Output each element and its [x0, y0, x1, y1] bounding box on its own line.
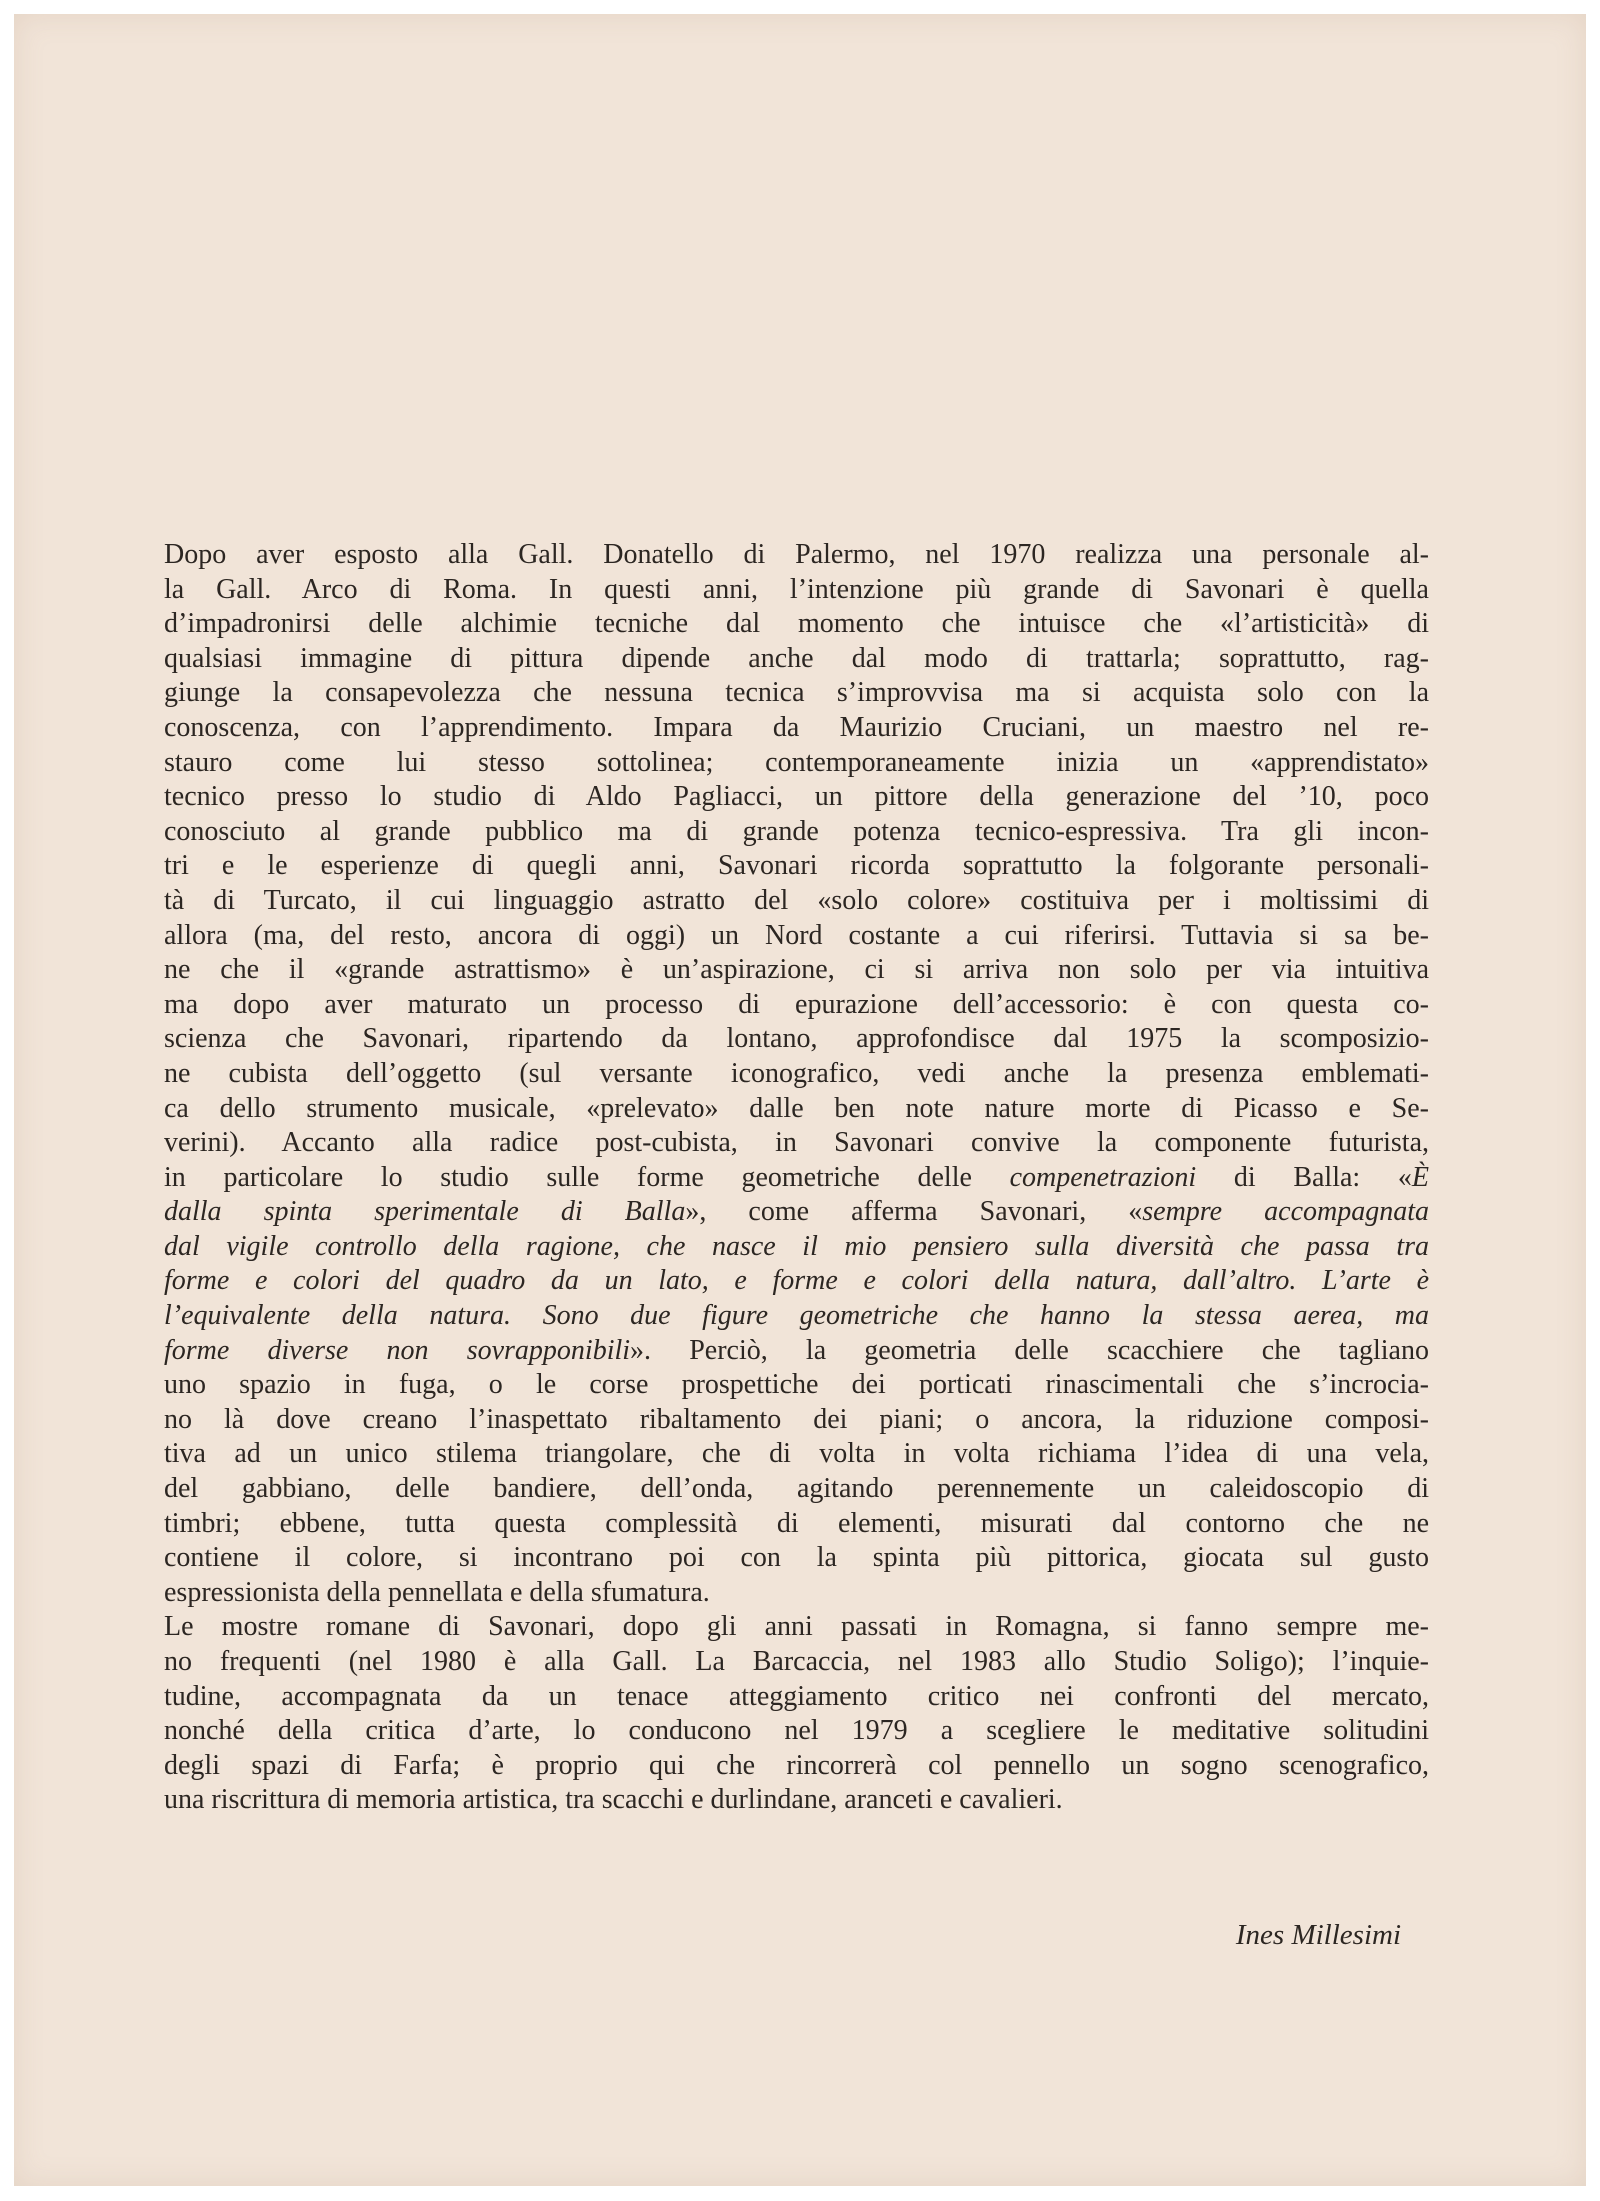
text-line [164, 1610, 1429, 1645]
paragraph [164, 1610, 1429, 1818]
text-line [164, 815, 1429, 850]
text-run: ne cubista dell’oggetto (sul versante iconografico, vedi anche la presenza emblemati- [164, 1057, 1429, 1089]
page-sheet [14, 14, 1586, 2186]
text-line [164, 1403, 1429, 1438]
text-run: verini). Accanto alla radice post-cubista, in Savonari convive la componente futurista, [164, 1127, 1429, 1159]
text-run: allora (ma, del resto, ancora di oggi) un Nord costante a cui riferirsi. Tuttavia si sa be- [164, 919, 1429, 951]
text-line [164, 1334, 1429, 1369]
text-run: tudine, accompagnata da un tenace atteggiamento critico nei confronti del mercato, [164, 1680, 1429, 1712]
text-line [164, 780, 1429, 815]
text-run: d’impadronirsi delle alchimie tecniche dal momento che intuisce che «l’artisticità» di [164, 608, 1429, 640]
text-run: Le mostre romane di Savonari, dopo gli anni passati in Romagna, si fanno sempre me- [164, 1611, 1429, 1643]
italic-text: compenetrazioni [1009, 1161, 1197, 1193]
text-line [164, 1092, 1429, 1127]
text-run: del gabbiano, delle bandiere, dell’onda, agitando perennemente un caleidoscopio di [164, 1473, 1429, 1505]
text-line [164, 1749, 1429, 1784]
text-run: la Gall. Arco di Roma. In questi anni, l’intenzione più grande di Savonari è quella [164, 573, 1429, 605]
text-run: uno spazio in fuga, o le corse prospettiche dei porticati rinascimentali che s’incrocia- [164, 1369, 1429, 1401]
italic-text: dalla spinta sperimentale di Balla [164, 1196, 686, 1228]
text-line [164, 919, 1429, 954]
text-line [164, 1195, 1429, 1230]
text-run: nonché della critica d’arte, lo conducono nel 1979 a scegliere le meditative solitudini [164, 1715, 1429, 1747]
text-run: scienza che Savonari, ripartendo da lontano, approfondisce dal 1975 la scomposizio- [164, 1023, 1429, 1055]
text-line [164, 1368, 1429, 1403]
text-run: contiene il colore, si incontrano poi con la spinta più pittorica, giocata sul gusto [164, 1542, 1429, 1574]
text-line [164, 1472, 1429, 1507]
text-run: in particolare lo studio sulle forme geometriche delle [164, 1161, 1010, 1193]
text-line [164, 1680, 1429, 1715]
italic-text: forme e colori del quadro da un lato, e forme e colori della natura, dall’altro. L’arte è [164, 1265, 1429, 1297]
text-run: tecnico presso lo studio di Aldo Pagliacci, un pittore della generazione del ’10, poco [164, 781, 1429, 813]
paragraph [164, 538, 1429, 1610]
text-run: ma dopo aver maturato un processo di epurazione dell’accessorio: è con questa co- [164, 988, 1429, 1020]
text-run: espressionista della pennellata e della sfumatura. [164, 1576, 710, 1608]
text-run: tiva ad un unico stilema triangolare, che di volta in volta richiama l’idea di una vela, [164, 1438, 1429, 1470]
text-line [164, 988, 1429, 1023]
text-line [164, 1299, 1429, 1334]
text-run: conoscenza, con l’apprendimento. Impara da Maurizio Cruciani, un maestro nel re- [164, 711, 1429, 743]
text-run: conosciuto al grande pubblico ma di grande potenza tecnico-espressiva. Tra gli incon- [164, 815, 1429, 847]
text-line [164, 953, 1429, 988]
text-line [164, 1230, 1429, 1265]
text-line [164, 1437, 1429, 1472]
text-line [164, 746, 1429, 781]
text-line [164, 1126, 1429, 1161]
text-line [164, 1541, 1429, 1576]
text-run: una riscrittura di memoria artistica, tra scacchi e durlindane, aranceti e cavalieri. [164, 1784, 1063, 1816]
text-line [164, 607, 1429, 642]
text-run: degli spazi di Farfa; è proprio qui che rincorrerà col pennello un sogno scenografico, [164, 1749, 1429, 1781]
text-line [164, 1057, 1429, 1092]
text-run: giunge la consapevolezza che nessuna tecnica s’improvvisa ma si acquista solo con la [164, 677, 1429, 709]
text-line [164, 711, 1429, 746]
text-line [164, 1022, 1429, 1057]
text-line [164, 1507, 1429, 1542]
text-line [164, 884, 1429, 919]
italic-text: forme diverse non sovrapponibili [164, 1334, 631, 1366]
italic-text: l’equivalente della natura. Sono due figure geometriche che hanno la stessa aerea, ma [164, 1300, 1429, 1332]
text-run: ne che il «grande astrattismo» è un’aspirazione, ci si arriva non solo per via intuitiva [164, 954, 1429, 986]
text-line [164, 642, 1429, 677]
text-line [164, 1161, 1429, 1196]
text-line [164, 538, 1429, 573]
text-line [164, 573, 1429, 608]
text-run: tà di Turcato, il cui linguaggio astratto del «solo colore» costituiva per i moltissimi di [164, 884, 1429, 916]
text-run: tri e le esperienze di quegli anni, Savonari ricorda soprattutto la folgorante personali- [164, 850, 1429, 882]
italic-text: È [1411, 1161, 1429, 1193]
italic-text: sempre accompagnata [1142, 1196, 1429, 1228]
text-run: di Balla: « [1196, 1161, 1412, 1193]
text-run: », come afferma Savonari, « [685, 1196, 1143, 1228]
author-signature: Ines Millesimi [1235, 1919, 1401, 1951]
text-run: Dopo aver esposto alla Gall. Donatello di Palermo, nel 1970 realizza una personale al- [164, 539, 1429, 570]
text-run: ». Perciò, la geometria delle scacchiere che tagliano [630, 1334, 1429, 1366]
text-run: no frequenti (nel 1980 è alla Gall. La Barcaccia, nel 1983 allo Studio Soligo); l’inquie- [164, 1646, 1429, 1677]
text-line [164, 1645, 1429, 1680]
text-line [164, 849, 1429, 884]
italic-text: dal vigile controllo della ragione, che nasce il mio pensiero sulla diversità che passa tra [164, 1230, 1429, 1262]
text-run: no là dove creano l’inaspettato ribaltamento dei piani; o ancora, la riduzione composi- [164, 1403, 1429, 1435]
text-run: qualsiasi immagine di pittura dipende anche dal modo di trattarla; soprattutto, rag- [164, 642, 1429, 674]
text-run: timbri; ebbene, tutta questa complessità di elementi, misurati dal contorno che ne [164, 1507, 1429, 1539]
body-text [164, 538, 1429, 1818]
text-run: ca dello strumento musicale, «prelevato» dalle ben note nature morte di Picasso e Se- [164, 1092, 1429, 1124]
text-line [164, 1783, 1429, 1818]
text-line [164, 1576, 1429, 1611]
text-line [164, 1264, 1429, 1299]
text-line [164, 676, 1429, 711]
text-run: stauro come lui stesso sottolinea; contemporaneamente inizia un «apprendistato» [164, 746, 1429, 778]
text-line [164, 1714, 1429, 1749]
